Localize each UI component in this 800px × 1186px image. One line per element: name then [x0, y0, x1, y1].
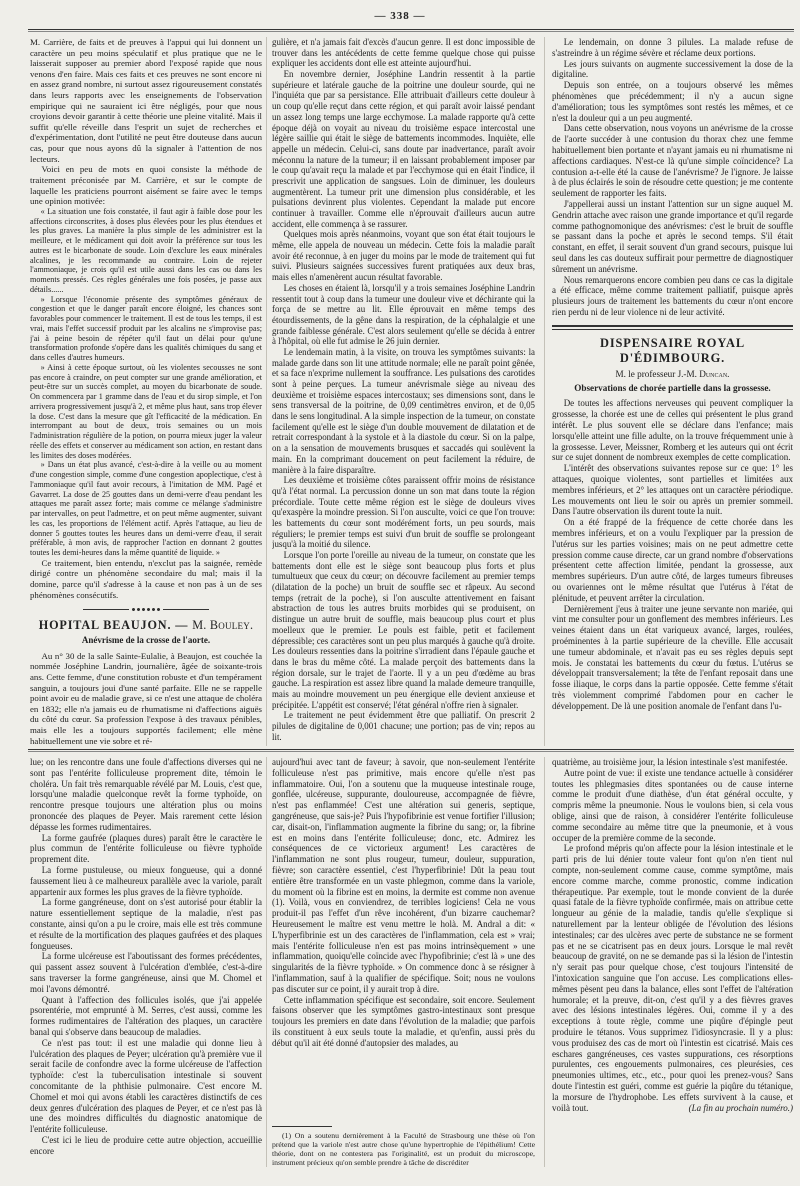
- paragraph: Au n° 30 de la salle Sainte-Eulalie, à Beaujon, est couchée la nommée Joséphine Landrin, journalière, âgée de soixante-trois ans. Cette femme, d'une constitution robuste et d'un tempérament sanguin, a toujours joui d'une santé parfaite. Elle ne se rappelle point avoir eu de maladie grave, si ce n'est une attaque de choléra en 1832; elle n'a jamais eu de rhumatisme ni d'affections aiguës du côté du cœur. Sa profession l'expose à des travaux pénibles, mais elle les a toujours supportés facilement; elle mène habituellement une vie sobre et ré-: [30, 650, 262, 746]
- paragraph: En novembre dernier, Joséphine Landrin ressentit à la partie supérieure et latérale gauche de la poitrine une douleur sourde, qui ne l'inquiéta que par sa persistance. Elle attribuait d'ailleurs cette douleur à un coup qu'elle reçut dans cette région, et qui paraît avoir laissé pendant un assez long temps une large ecchymose. La malade rapporte qu'à cette époque déjà on voyait au niveau du troisième espace intercostal une légère saillie qui était le siège de battements incommodes. Inquiète, elle appelle un médecin. Celui-ci, sans doute par inadvertance, paraît avoir méconnu la nature de la tumeur; il en laissant probablement imposer par le coup qu'avait reçu la malade et par l'ecchymose qui en était l'indice, il prescrivit une application de sangsues. Loin de diminuer, les douleurs augmentèrent. La tumeur prit une dimension plus considérable, et les pulsations devinrent plus violentes. Cependant la malade put encore continuer à travailler. Comme elle n'éprouvait d'ailleurs aucun autre accident, elle commença à se rassurer.: [272, 69, 535, 229]
- paragraph: Les choses en étaient là, lorsqu'il y a trois semaines Joséphine Landrin ressentit tout à coup dans la tumeur une douleur vive et déchirante qui la força de se mettre au lit. Elle éprouvait en même temps des étourdissements, de la gêne dans la respiration, de la céphalalgie et une grande faiblesse générale. C'est alors seulement qu'elle se décida à entrer à l'hôpital, où elle fut admise le 26 juin dernier.: [272, 282, 535, 347]
- paragraph: Dernièrement j'eus à traiter une jeune servante non mariée, qui vint me consulter pour un gonflement des membres inférieurs. Les veines étaient dans un état variqueux avancé, larges, roulées, proéminentes à la partie supérieure de la cheville. Elle accusait une tumeur abdominale, et n'avait pas eu ses règles depuis sept mois. Je constatai les battements du cœur du fœtus. L'utérus se développait transversalement; la tête de l'enfant reposait dans une fosse iliaque, le corps dans la partie opposée. Cette femme s'était très violemment comprimé l'abdomen pour en cacher le développement. De là une position anomale de l'enfant dans l'u-: [552, 603, 793, 711]
- paragraph: M. Carrière, de faits et de preuves à l'appui qui lui donnent un caractère un peu moins spéculatif et plus pratique que ne le laisserait supposer au premier abord l'exposé rapide que nous venons d'en faire. Mais ces faits et ces preuves ne sont encore ni en assez grand nombre, ni surtout assez rigoureusement constatés dans leurs rapports avec les enseignements de l'observation empirique qui ne sauraient ici être négligés, pour que nous croyions devoir garantir à cette théorie une pleine vitalité. Mais il suffit qu'elle réveille dans l'esprit un sujet de recherches et d'expérimentation, dont l'utilité ne peut être douteuse dans aucun cas, pour que nous ayons dû la signaler à l'attention de nos lecteurs.: [30, 37, 262, 164]
- paragraph: Autre point de vue: il existe une tendance actuelle à considérer toutes les phlegmasies dites spontanées ou de cause interne comme le produit d'une diathèse, d'un état général occulte, y compris même la pneumonie. Nous le voulons bien, si cela vous oblige, ainsi que de raison, à considérer l'entérite folliculeuse comme secondaire au même titre que la pneumonie, et à vous occuper de la première comme de la seconde.: [552, 767, 793, 843]
- top-column-3: [552, 37, 793, 746]
- ornamental-divider: [30, 606, 262, 612]
- paragraph: Les deuxième et troisième côtes paraissent offrir moins de résistance qu'à l'état normal. La percussion donne un son mat dans toute la région précordiale. Toute cette même région est le siège de douleurs vives qu'exaspère la moindre pression. Si l'on ausculte, voici ce que l'on trouve: les battements du cœur sont modérément forts, un peu sourds, mais réguliers; le premier temps est suivi d'un bruit de souffle se prolongeant jusqu'à la moitié du silence.: [272, 475, 535, 550]
- paragraph: Le lendemain matin, à la visite, on trouva les symptômes suivants: la malade garde dans son lit une attitude normale; elle ne paraît point gênée, et sa face n'exprime nullement la souffrance. Les pulsations des carotides sont à peine perçues. La tumeur anévrismale siège au niveau des deuxième et troisième espaces intercostaux; ses dimensions sont, dans le sens transversal de la poitrine, de 0,09 centimètres environ, et de 0,05 dans le sens longitudinal. A la simple inspection de la tumeur, on constate facilement qu'elle est le siège d'un double mouvement de dilatation et de retrait correspondant à la systole et à la diastole du cœur. Si on la palpe, on a la sensation de mouvements brusques et saccadés qui soulèvent la main. En la comprimant doucement on peut facilement la réduire, de manière à la faire disparaître.: [272, 346, 535, 475]
- top-column-1: [30, 37, 262, 746]
- paragraph: Ce traitement, bien entendu, n'exclut pas la saignée, remède dirigé contre un phénomène secondaire du mal; mais il la domine, parce qu'il s'adresse à la cause et non pas à un de ses phénomènes consécutifs.: [30, 557, 262, 600]
- paragraph: C'est ici le lieu de produire cette autre objection, accueillie encore: [30, 1134, 262, 1156]
- section-rule: [28, 749, 794, 752]
- paragraph: Quant à l'affection des follicules isolés, que j'ai appelée psorentérie, mot emprunté à M. Serres, c'est aussi, comme les formes rudimentaires de l'altération des plaques, un caractère banal qui s'observe dans beaucoup de maladies.: [30, 994, 262, 1037]
- section-author: [552, 369, 793, 380]
- paragraph: [552, 843, 793, 1113]
- paragraph: Dans cette observation, nous voyons un anévrisme de la crosse de l'aorte succéder à une contusion du thorax chez une femme habituellement bien portante et n'ayant jamais eu ni rhumatisme ni affections cardiaques. N'est-ce là qu'une simple coïncidence? La contusion a-t-elle été la cause de l'anévrisme? Je l'ignore. Je laisse à de plus éclairés le soin de résoudre cette question; je me contente seulement de rapporter les faits.: [552, 123, 793, 199]
- paragraph: Cette inflammation spécifique est secondaire, soit encore. Seulement faisons observer que les symptômes gastro-intestinaux sont presque toujours les premiers en date dans l'évolution de la maladie; que parfois ils constituent à eux seuls toute la maladie, et qu'enfin, aussi près du début qu'il ait été donné d'autopsier des malades, au: [272, 994, 535, 1048]
- section-title: DISPENSAIRE ROYAL D'ÉDIMBOURG.: [600, 336, 745, 366]
- paragraph: La forme gaufrée (plaques dures) paraît être le caractère le plus commun de l'entérite folliculeuse ou fièvre typhoïde proprement dite.: [30, 832, 262, 865]
- paragraph: Lorsque l'on porte l'oreille au niveau de la tumeur, on constate que les battements dont elle est le siège sont beaucoup plus forts et plus tumultueux que ceux du cœur; on découvre facilement au premier temps (dilatation de la poche) un bruit de souffle sec et râpeux. Au second temps (retrait de la poche), si l'on ausculte attentivement en faisant abstraction de tous les autres bruits morbides qui se produisent, on distingue un autre bruit de souffle, mais beaucoup plus court et plus moelleux que le premier. Le pouls est faible, petit et facilement dépressible; ces caractères sont un peu plus marqués à gauche qu'à droite. Les douleurs ressenties dans la poitrine s'irradient dans l'épaule gauche et dans le bras du même côté. La malade perçoit des battements dans la région dorsale, sur le trajet de l'aorte. Il y a un peu d'œdème au bras gauche. La respiration est assez libre quand la malade demeure tranquille, mais au moindre mouvement un peu énergique elle devient anxieuse et précipitée. L'appétit est conservé; l'état général n'offre rien à signaler.: [272, 550, 535, 710]
- quoted-paragraph: » Dans un état plus avancé, c'est-à-dire à la veille ou au moment d'une congestion simple, comme d'une congestion apoplectique, c'est à l'ammoniaque qu'il faut avoir recours, à l'imitation de MM. Pagé et Gavarret. La dose de 25 gouttes dans un demi-verre d'eau pendant les attaques me paraît assez forte; mais comme ce mélange s'administre par intervalles, on peut l'admettre, et on peut même augmenter, suivant les cas, les proportions de l'élément actif. Après l'attaque, au lieu de donner 5 gouttes toutes les heures dans un demi-verre d'eau, il serait préférable, à mon avis, de rapprocher l'action en donnant 2 gouttes toutes les demi-heures dans la même quantité de liquide. »: [30, 460, 262, 557]
- quoted-paragraph: « La situation une fois constatée, il faut agir à faible dose pour les affections circonscrites, à doses plus élevées pour les plus étendues et les plus graves. La manière la plus simple de les administrer est la meilleure, et le médicament qui doit avoir la préférence sur tous les autres est le bicarbonate de soude. Loin d'exclure les eaux minérales alcalines, je les recommande au contraire. Loin de rejeter l'ammoniaque, je crois qu'il est utile aussi dans les cas ou dans les moments pressés. Ces règles générales une fois posées, je passe aux détails......: [30, 206, 262, 294]
- column-rule: [266, 37, 267, 746]
- paragraph: quatrième, au troisième jour, la lésion intestinale s'est manifestée.: [552, 757, 788, 767]
- page-number: — 338 —: [374, 10, 426, 22]
- section-subtitle: Anévrisme de la crosse de l'aorte.: [81, 635, 211, 646]
- section-subtitle: Observations de chorée partielle dans la grossesse.: [574, 382, 771, 393]
- column-rule: [266, 757, 267, 1167]
- section-title: [30, 618, 262, 633]
- bottom-column-1: [30, 757, 262, 1167]
- paragraph: Ce n'est pas tout: il est une maladie qui donne lieu à l'ulcération des plaques de Peyer; ulcération qu'à première vue il serait facile de confondre avec la forme ulcéreuse de l'affection typhoïde: c'est la tuberculisation intestinale si souvent concomitante de la phthisie pulmonaire. C'est encore M. Chomel et moi qui avons établi les caractères distinctifs de ces deux genres d'ulcération des plaques de Peyer, et ce n'est pas là une des moindres difficultés du diagnostic anatomique de l'entérite folliculeuse.: [30, 1037, 262, 1135]
- paragraph: La forme ulcéreuse est l'aboutissant des formes précédentes, qui passent assez souvent à l'ulcération d'emblée, c'est-à-dire sans traverser la forme gangréneuse, ainsi que M. Chomel et moi l'avons démontré.: [30, 951, 262, 994]
- paragraph: J'appellerai aussi un instant l'attention sur un signe auquel M. Gendrin attache avec raison une grande importance et qu'il regarde comme pathognomonique des anévrismes: c'est le bruit de souffle se passant dans la poche et après le second temps. S'il était constant, en effet, il serait souvent d'un grand secours, puisque lui seul dans les cas douteux suffirait pour permettre de diagnostiquer sûrement un anévrisme.: [552, 198, 793, 274]
- section-author: M. Bouley.: [192, 617, 254, 632]
- divider-line: [163, 609, 209, 610]
- paragraph: La forme gangréneuse, dont on s'est autorisé pour établir la nature essentiellement septique de la maladie, n'est pas constante, ainsi qu'on a pu le croire, mais elle est très commune et résulte de la mortification des plaques gaufrées et des plaques fongueuses.: [30, 897, 262, 951]
- paragraph: On a été frappé de la fréquence de cette chorée dans les membres inférieurs, et on a voulu l'expliquer par la pression de l'utérus sur les parties voisines; mais on ne peut admettre cette pression comme cause directe, car un grand nombre d'observations présentent cette affection limitée, pendant la grossesse, aux membres supérieurs. D'un autre côté, de larges tumeurs fibreuses ou ovariennes ont le même résultat que l'utérus à l'état de plénitude, et peuvent arrêter la circulation.: [552, 517, 793, 603]
- divider-line: [83, 609, 129, 610]
- quoted-paragraph: » Lorsque l'économie présente des symptômes généraux de congestion et que le danger paraît encore éloigné, les chances sont favorables pour commencer le traitement. Il est de tous les temps, il est vrai, mais l'effet successif produit par les alcalins ne s'improvise pas; j'ai à peine besoin de répéter qu'il faut un délai pour qu'une transformation profonde s'opère dans les qualités chimiques du sang et dans celles d'autres humeurs.: [30, 294, 262, 362]
- footnote-block: [272, 1122, 535, 1167]
- bottom-column-3: [552, 757, 793, 1167]
- paragraph: Le traitement ne peut évidemment être que palliatif. On prescrit 2 pilules de digitaline de 0,001 chacune; une portion; pas de vin; repos au lit.: [272, 710, 535, 742]
- paragraph: La forme pustuleuse, ou mieux fongueuse, qui a donné faussement lieu à ce malheureux parallèle avec la variole, paraît appartenir aux formes les plus graves de la fièvre typhoïde.: [30, 864, 262, 897]
- paragraph: Quelques mois après néanmoins, voyant que son état était toujours le même, elle appela de nouveau un médecin. Cette fois la maladie paraît avoir été reconnue, à en juger du moins par le mode de traitement qui fut suivi. Plusieurs saignées successives furent pratiquées aux deux bras, mais elles n'amenèrent aucun résultat favorable.: [272, 229, 535, 283]
- paragraph: aujourd'hui avec tant de faveur; à savoir, que non-seulement l'entérite folliculeuse n'est pas primitive, mais encore qu'elle n'est pas inflammatoire. Oui, l'on a soutenu que la muqueuse intestinale rouge, gonflée, ulcéreuse, suppurante, douloureuse, accompagnée de fièvre, n'est pas enflammée! C'est une altération sui generis, septique, gangréneuse, que sais-je? Puis l'hypofibrinie est venue fortifier l'illusion; car, disait-on, l'inflammation augmente la fibrine du sang; or, la fibrine est en moins dans l'entérite folliculeuse; donc, etc. Admirez les conséquences de ce victorieux argument! Les caractères de l'inflammation ne sont plus rougeur, tumeur, douleur, suppuration, fièvre; son caractère essentiel, c'est l'hyperfibrinie! Dût la peau tout entière être transformée en un vaste phlegmon, comme dans la variole, du moment où la fibrine est en moins, la dermite est comme non avenue (1). Voilà, vous en conviendrez, de terribles logiciens! Cela ne vous produit-il pas l'effet d'un rêve incohérent, d'un bizarre cauchemar? Heureusement le maître est venu mettre le holà. M. Andral a dit: « L'hyperfibrinie est un des caractères de l'inflammation, cela est » vrai; mais l'entérite folliculeuse n'en est pas moins intrinsèquement » une inflammation, quoiqu'elle coïncide avec l'hypofibrinie; c'est là » une des singularités de la fièvre typhoïde. » On commence donc à se résigner à l'inflammation, sauf à la qualifier de spécifique. Soit; nous ne voulons pas discuter sur ce point, il y aurait trop à dire.: [272, 757, 535, 994]
- top-column-2: [272, 37, 535, 746]
- author-name: Duncan.: [699, 369, 730, 380]
- column-rule: [544, 37, 545, 746]
- paragraph-text: Le profond mépris qu'on affecte pour la lésion intestinale et le parti pris de lui dénier toute valeur font qu'on n'en tient nul compte, non-seulement comme cause, comme symptôme, mais encore comme marche, comme pronostic, comme indication thérapeutique. Par exemple, tout le monde convient de la durée quasi fatale de la fièvre typhoïde confirmée, mais on attribue cette longueur au génie de la maladie, tandis qu'elle s'explique si naturellement par la lenteur obligée de l'évolution des lésions intestinales; car des ulcères avec perte de substance ne se forment pas et ne se cicatrisent pas en deux jours. Lorsque le mal revêt beaucoup de gravité, on ne se demande pas si la lésion de l'intestin n'y serait pas pour quelque chose, c'est toujours l'intensité de l'intoxication sanguine que l'on accuse. Les complications elles-mêmes pèsent peu dans la balance, elles sont l'effet de l'altération humorale; et la preuve, dit-on, c'est qu'il y a des fièvres graves avec des lésions intestinales légères. Oui, comme il y a des exceptions à toute règle, comme une piqûre d'épingle peut produire le tétanos. Vous supprimez l'idiosyncrasie. Il y a plus: vous produisez des cas de mort où l'intestin est cicatrisé. Mais ces eschares gangréneuses, ces vastes suppurations, ces résorptions purulentes, ces engouements pulmonaires, ces pleurésies, ces pneumonies ultimes, etc., etc., pour quoi les prenez-vous? Sans doute l'intestin est guéri, comme est guérie la piqûre du tétanique, la morsure de l'hydrophobe. Les effets survivent à la cause, et voilà tout.: [552, 843, 793, 1113]
- paragraph: Nous remarquerons encore combien peu dans ce cas la digitale a été efficace, même comme traitement palliatif, puisque après plusieurs jours de traitement les battements du cœur n'ont encore rien perdu ni de leur violence ni de leur activité.: [552, 274, 793, 317]
- paragraph: De toutes les affections nerveuses qui peuvent compliquer la grossesse, la chorée est une de celles qui présentent le plus grand intérêt. Le plus souvent elle se déclare dans l'enfance; mais lorsqu'elle atteint une fille adulte, on la trouve fréquemment unie à la grossesse. Lever, Meissner, Romberg et les auteurs qui ont écrit sur ce sujet donnent de nombreux exemples de cette complication.: [552, 398, 793, 463]
- footnote: (1) On a soutenu dernièrement à la Faculté de Strasbourg une thèse où l'on prétend que la variole n'est autre chose qu'une hypertrophie de l'épithélium! Cette théorie, dont on ne contestera pas l'originalité, est un produit du microscope, instrument précieux qu'on semble prendre à tâche de discréditer: [272, 1130, 535, 1167]
- paragraph: L'intérêt des observations suivantes repose sur ce que: 1° les attaques, quoique violentes, sont partielles et limitées aux membres inférieurs, et 2° les attaques ont un caractère périodique. Les mouvements ont lieu le soir ou après un premier sommeil. Dans l'autre observation ils durent toute la nuit.: [552, 463, 793, 517]
- author-prefix: M. le professeur J.-M.: [615, 369, 697, 380]
- paragraph: Le lendemain, on donne 3 pilules. La malade refuse de s'astreindre à un régime sévère et réclame deux portions.: [552, 37, 793, 58]
- paragraph: Depuis son entrée, on a toujours observé les mêmes phénomènes que précédemment; il n'y a aucun signe d'amélioration; tous les symptômes sont restés les mêmes, et ce n'est la douleur qui a un peu augmenté.: [552, 80, 793, 123]
- header-rule: [28, 29, 794, 32]
- paragraph: gulière, et n'a jamais fait d'excès d'aucun genre. Il est donc impossible de trouver dans les antécédents de cette femme quelque chose qui puisse expliquer les accidents dont elle est atteinte aujourd'hui.: [272, 37, 535, 69]
- paragraph: Voici en peu de mots en quoi consiste la méthode de traitement préconisée par M. Carrière, et sur le compte de laquelle les praticiens pourront aisément se faire avec le temps une opinion motivée:: [30, 164, 262, 207]
- section-divider: [552, 325, 793, 330]
- section-title-text: HOPITAL BEAUJON. —: [38, 617, 189, 632]
- bottom-column-2: [272, 757, 535, 1167]
- footnote-rule: [272, 1126, 332, 1127]
- continued-note: (La fin au prochain numéro.): [688, 1102, 793, 1113]
- divider-ornament: [131, 607, 161, 612]
- paragraph: lue; on les rencontre dans une foule d'affections diverses qui ne sont pas l'entérite folliculeuse proprement dite, témoin le choléra. Un fait très remarquable révélé par M. Louis, c'est que, lorsqu'une maladie quelconque revêt la forme typhoïde, on rencontre presque toujours une altération plus ou moins prononcée des plaques de Peyer. Mais rarement cette lésion dépasse les formes rudimentaires.: [30, 757, 262, 832]
- paragraph: Les jours suivants on augmente successivement la dose de la digitaline.: [552, 58, 793, 80]
- column-rule: [544, 757, 545, 1167]
- quoted-paragraph: » Ainsi à cette époque surtout, où les violentes secousses ne sont pas encore à craindre, on peut compter sur une grande amélioration, et peut-être sur un succès complet, au moyen du bicarbonate de soude. On commencera par 1 gramme dans de l'eau et du sirop simple, et l'on arrivera progressivement jusqu'à 2, et même plus haut, sans trop élever la dose. C'est dans la mesure que gît l'efficacité de la médication. En interrompant au bout de deux, trois semaines ou un mois l'administration régulière de la potion, on pourra mieux juger la valeur réelle des effets et conserver au médicament son action, en restant dans les limites des doses modérées.: [30, 362, 262, 460]
